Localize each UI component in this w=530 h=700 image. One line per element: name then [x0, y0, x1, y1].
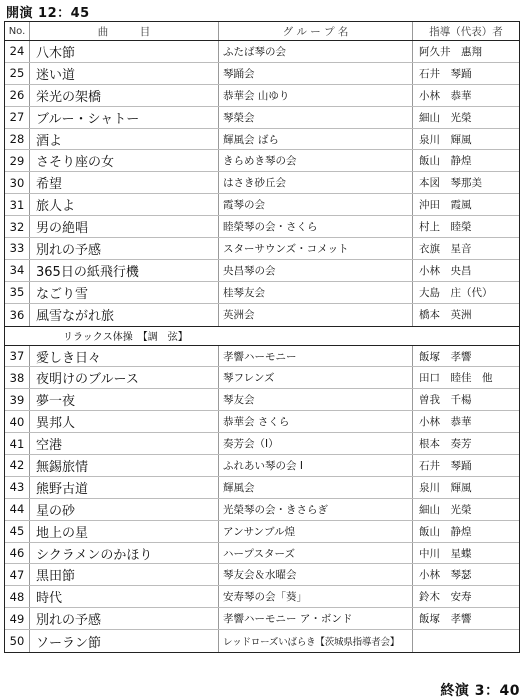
group-name: 輝風会 [219, 477, 413, 498]
table-row [5, 304, 519, 326]
table-row [5, 630, 519, 652]
leader-name: 飯山 静煌 [419, 525, 472, 538]
leader-name: 鈴木 安寿 [419, 591, 472, 604]
leader-name: 曽我 千楊 [419, 394, 472, 407]
group-name: 奏芳会（Ⅰ） [219, 433, 413, 454]
group-name: 睦榮琴の会・さくら [219, 216, 413, 237]
song-title: 夜明けのブルース [30, 367, 219, 388]
table-row [5, 477, 519, 499]
leader-name: 本図 琴那美 [419, 177, 482, 190]
song-title: 風雪ながれ旅 [30, 304, 219, 326]
group-name: 孝響ハーモニー ア・ボンド [219, 608, 413, 629]
group-name: 琴友会＆水曜会 [219, 564, 413, 585]
table-row [5, 521, 519, 543]
group-name: ハープスターズ [219, 543, 413, 564]
table-row [5, 150, 519, 172]
group-name: ふたば琴の会 [219, 41, 413, 62]
song-title: シクラメンのかほり [30, 543, 219, 564]
table-row [5, 367, 519, 389]
row-number: 38 [5, 367, 30, 388]
song-title: 別れの予感 [30, 238, 219, 259]
table-header [5, 22, 519, 41]
row-number: 24 [5, 41, 30, 62]
table-row [5, 85, 519, 107]
leader-name: 阿久井 惠翔 [419, 45, 482, 58]
song-title: さそり座の女 [30, 150, 219, 171]
song-title: 熊野古道 [30, 477, 219, 498]
table-row [5, 260, 519, 282]
row-number: 50 [5, 630, 30, 652]
program-table [4, 21, 520, 653]
table-row [5, 282, 519, 304]
row-number: 26 [5, 85, 30, 106]
start-time: 開演 12：45 [6, 6, 90, 21]
table-row [5, 499, 519, 521]
row-number: 46 [5, 543, 30, 564]
group-name: 光榮琴の会・きさらぎ [219, 499, 413, 520]
row-number: 31 [5, 194, 30, 215]
group-name: レッドローズいばらき【茨城県指導者会】 [219, 630, 413, 652]
leader-name: 田口 睦佳 他 [419, 372, 493, 385]
leader-name: 泉川 輝風 [419, 133, 472, 146]
row-number: 25 [5, 63, 30, 84]
header-no: No. [5, 22, 30, 40]
leader-name: 村上 睦榮 [419, 221, 472, 234]
leader-name: 大島 庄（代） [419, 286, 493, 299]
table-row [5, 194, 519, 216]
row-number: 29 [5, 150, 30, 171]
leader-name [413, 630, 519, 652]
leader-name: 飯塚 孝響 [419, 613, 472, 626]
row-number: 44 [5, 499, 30, 520]
leader-name: 根本 奏芳 [419, 438, 472, 451]
table-row [5, 216, 519, 238]
group-name: 輝風会 ばら [219, 129, 413, 150]
song-title: 旅人よ [30, 194, 219, 215]
group-name: 英洲会 [219, 304, 413, 326]
group-name: 琴友会 [219, 389, 413, 410]
row-number: 27 [5, 107, 30, 128]
table-row [5, 564, 519, 586]
group-name: 琴踊会 [219, 63, 413, 84]
leader-name: 小林 央昌 [419, 264, 472, 277]
table-row [5, 455, 519, 477]
song-title: 酒よ [30, 129, 219, 150]
row-number: 32 [5, 216, 30, 237]
table-row [5, 238, 519, 260]
leader-name: 細山 光榮 [419, 111, 472, 124]
row-number: 37 [5, 346, 30, 367]
row-number: 35 [5, 282, 30, 303]
group-name: 桂琴友会 [219, 282, 413, 303]
row-number: 40 [5, 411, 30, 432]
table-row [5, 586, 519, 608]
song-title: 夢一夜 [30, 389, 219, 410]
song-title: 別れの予感 [30, 608, 219, 629]
group-name: 安寿琴の会「葵」 [219, 586, 413, 607]
group-name: アンサンブル煌 [219, 521, 413, 542]
group-name: 央昌琴の会 [219, 260, 413, 281]
song-title: ソーラン節 [30, 630, 219, 652]
table-row [5, 41, 519, 63]
table-row [5, 63, 519, 85]
leader-name: 橋本 英洲 [419, 309, 472, 322]
leader-name: 衣旗 星音 [419, 242, 472, 255]
song-title: 希望 [30, 172, 219, 193]
group-name: 琴フレンズ [219, 367, 413, 388]
leader-name: 石井 琴踊 [419, 67, 472, 80]
song-title: なごり雪 [30, 282, 219, 303]
row-number: 39 [5, 389, 30, 410]
header-leader: 指導（代表）者 [429, 25, 503, 38]
song-title: 時代 [30, 586, 219, 607]
leader-name: 小林 恭華 [419, 89, 472, 102]
song-title: 365日の紙飛行機 [30, 260, 219, 281]
table-row [5, 129, 519, 151]
table-row [5, 107, 519, 129]
leader-name: 中川 星蝶 [419, 547, 472, 560]
program-section-second [5, 346, 519, 652]
song-title: 異邦人 [30, 411, 219, 432]
group-name: 孝響ハーモニー [219, 346, 413, 367]
leader-name: 小林 恭華 [419, 416, 472, 429]
group-name: 琴榮会 [219, 107, 413, 128]
leader-name: 飯塚 孝響 [419, 350, 472, 363]
table-row [5, 389, 519, 411]
table-row [5, 543, 519, 565]
row-number: 42 [5, 455, 30, 476]
end-time: 終演 3：40 [440, 683, 520, 699]
song-title: 地上の星 [30, 521, 219, 542]
song-title: ブルー・シャトー [30, 107, 219, 128]
song-title: 愛しき日々 [30, 346, 219, 367]
leader-name: 飯山 静煌 [419, 155, 472, 168]
group-name: スターサウンズ・コメット [219, 238, 413, 259]
leader-name: 細山 光榮 [419, 503, 472, 516]
leader-name: 泉川 輝風 [419, 481, 472, 494]
row-number: 30 [5, 172, 30, 193]
row-number: 34 [5, 260, 30, 281]
row-number: 36 [5, 304, 30, 326]
song-title: 栄光の架橋 [30, 85, 219, 106]
song-title: 星の砂 [30, 499, 219, 520]
song-title: 男の絶唱 [30, 216, 219, 237]
row-number: 28 [5, 129, 30, 150]
table-row [5, 411, 519, 433]
table-row [5, 608, 519, 630]
group-name: きらめき琴の会 [219, 150, 413, 171]
row-number: 47 [5, 564, 30, 585]
table-row [5, 346, 519, 368]
header-group: グ ル ー プ 名 [219, 22, 413, 40]
row-number: 33 [5, 238, 30, 259]
leader-name: 沖田 霞風 [419, 199, 472, 212]
group-name: 霞琴の会 [219, 194, 413, 215]
break-row: リラックス体操 【調 弦】 [5, 326, 519, 346]
song-title: 無錫旅情 [30, 455, 219, 476]
leader-name: 小林 琴瑟 [419, 569, 472, 582]
song-title: 空港 [30, 433, 219, 454]
row-number: 43 [5, 477, 30, 498]
table-row [5, 433, 519, 455]
song-title: 八木節 [30, 41, 219, 62]
row-number: 45 [5, 521, 30, 542]
program-section-first [5, 41, 519, 326]
leader-name: 石井 琴踊 [419, 459, 472, 472]
song-title: 迷い道 [30, 63, 219, 84]
row-number: 41 [5, 433, 30, 454]
table-row [5, 172, 519, 194]
row-number: 48 [5, 586, 30, 607]
group-name: ふれあい琴の会 Ⅰ [219, 455, 413, 476]
header-song: 曲 目 [30, 22, 219, 40]
song-title: 黒田節 [30, 564, 219, 585]
group-name: 恭華会 山ゆり [219, 85, 413, 106]
group-name: 恭華会 さくら [219, 411, 413, 432]
row-number: 49 [5, 608, 30, 629]
group-name: はさき砂丘会 [219, 172, 413, 193]
